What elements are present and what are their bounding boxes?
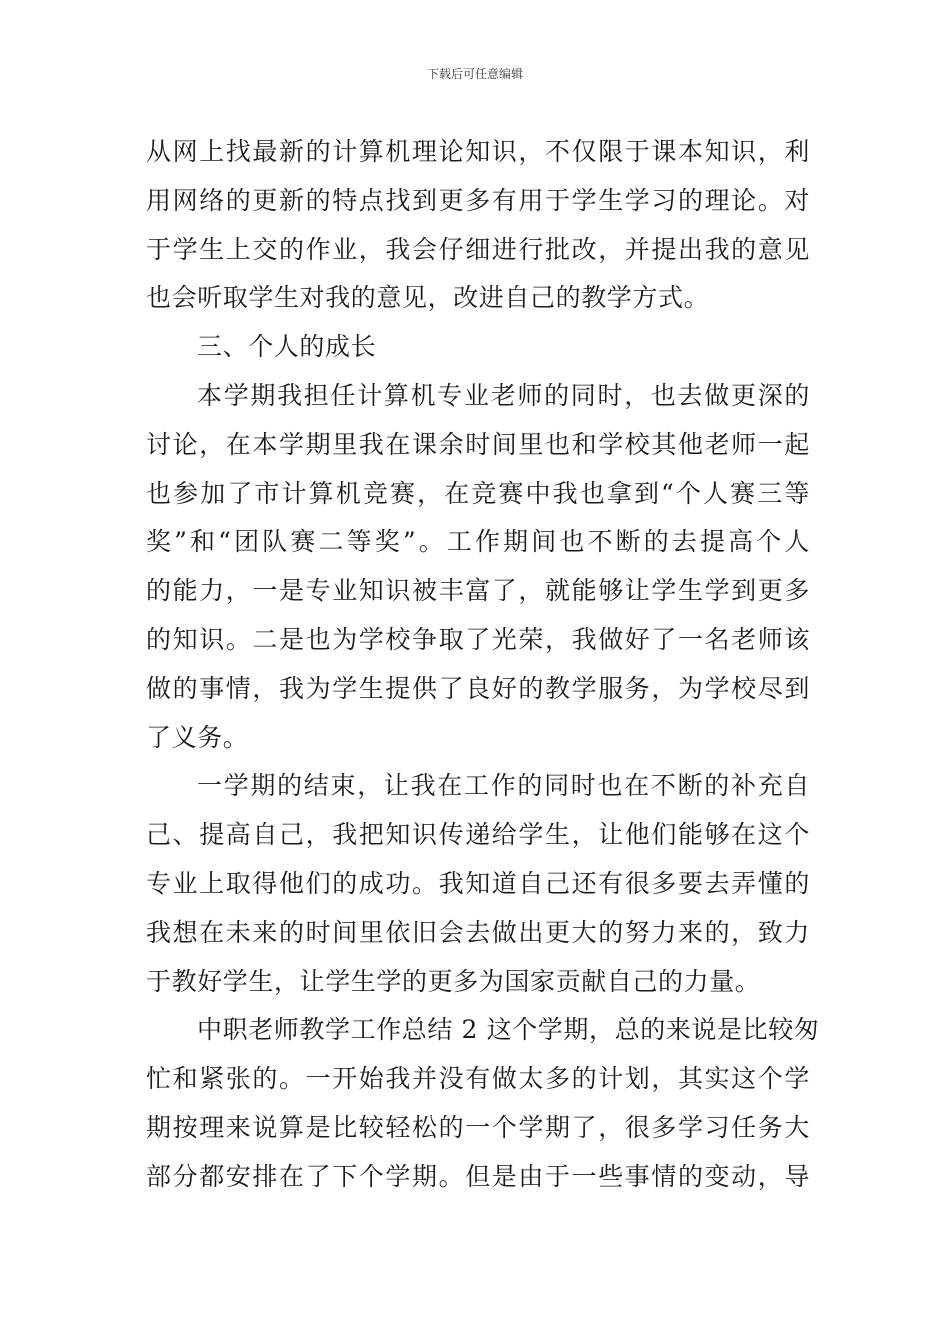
text-line: 了义务。 bbox=[146, 722, 249, 752]
text-line: 己、提高自己，我把知识传递给学生，让他们能够在这个 bbox=[146, 820, 810, 850]
text-line: 的知识。二是也为学校争取了光荣，我做好了一名老师该 bbox=[146, 624, 810, 654]
text-line: 于教好学生，让学生学的更多为国家贡献自己的力量。 bbox=[146, 966, 761, 996]
text-line: 讨论，在本学期里我在课余时间里也和学校其他老师一起 bbox=[146, 429, 810, 459]
text-line: 也会听取学生对我的意见，改进自己的教学方式。 bbox=[146, 283, 710, 313]
text-line: 于学生上交的作业，我会仔细进行批改，并提出我的意见 bbox=[146, 234, 810, 264]
text-line: 中职老师教学工作总结 2 这个学期，总的来说是比较匆 bbox=[197, 1015, 820, 1045]
text-line: 也参加了市计算机竞赛，在竞赛中我也拿到“个人赛三等 bbox=[146, 478, 810, 508]
text-line: 做的事情，我为学生提供了良好的教学服务，为学校尽到 bbox=[146, 673, 810, 703]
text-line: 专业上取得他们的成功。我知道自己还有很多要去弄懂的 bbox=[146, 868, 810, 898]
text-line: 我想在未来的时间里依旧会去做出更大的努力来的，致力 bbox=[146, 917, 810, 947]
text-line: 期按理来说算是比较轻松的一个学期了，很多学习任务大 bbox=[146, 1112, 810, 1142]
text-line: 从网上找最新的计算机理论知识，不仅限于课本知识，利 bbox=[146, 137, 810, 166]
text-line: 忙和紧张的。一开始我并没有做太多的计划，其实这个学 bbox=[146, 1064, 810, 1094]
text-line: 奖”和“团队赛二等奖”。工作期间也不断的去提高个人 bbox=[146, 527, 810, 557]
text-line: 本学期我担任计算机专业老师的同时，也去做更深的 bbox=[197, 380, 810, 410]
text-line: 部分都安排在了下个学期。但是由于一些事情的变动，导 bbox=[146, 1161, 810, 1191]
text-line: 一学期的结束，让我在工作的同时也在不断的补充自 bbox=[197, 771, 810, 801]
text-line: 用网络的更新的特点找到更多有用于学生学习的理论。对 bbox=[146, 185, 810, 215]
document-body bbox=[146, 128, 820, 1202]
page-header: 下载后可任意编辑 bbox=[426, 67, 523, 81]
text-line: 的能力，一是专业知识被丰富了，就能够让学生学到更多 bbox=[146, 576, 810, 606]
text-line: 三、个人的成长 bbox=[197, 332, 377, 362]
